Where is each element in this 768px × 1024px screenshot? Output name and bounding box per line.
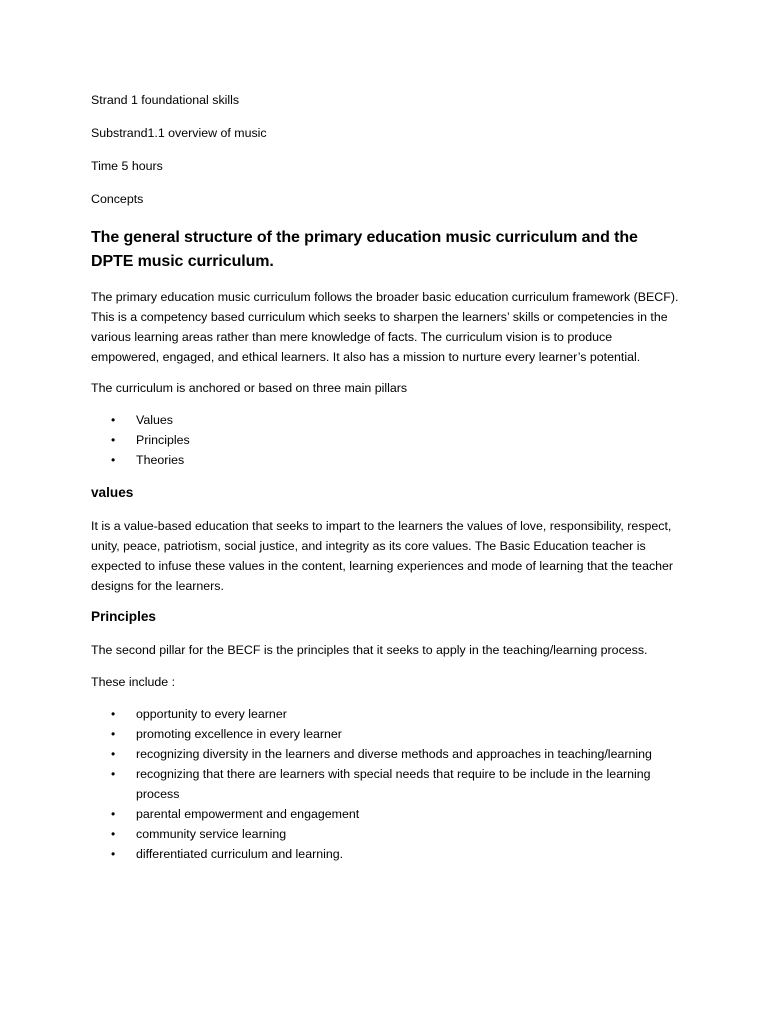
list-item: [91, 430, 680, 450]
bullet-icon: •: [111, 413, 116, 427]
list-item-text: community service learning: [136, 827, 287, 841]
list-item-text: Principles: [136, 433, 190, 447]
list-item-text: opportunity to every learner: [136, 707, 287, 721]
bullet-icon: •: [111, 747, 116, 761]
bullet-icon: •: [111, 807, 116, 821]
principles-list: [91, 704, 680, 864]
bullet-icon: •: [111, 433, 116, 447]
values-paragraph: It is a value-based education that seeks to impart to the learners the values of love, responsibility, respect, unity, peace, patriotism, social justice, and integrity as its core values. The Basic Education teacher is expected to infuse these values in the content, learning experiences and mode of learning that the teacher designs for the learners.: [91, 519, 674, 593]
bullet-icon: •: [111, 847, 116, 861]
pillars-list: [91, 410, 680, 470]
bullet-icon: •: [111, 453, 116, 467]
bullet-icon: •: [111, 827, 116, 841]
strand-line: Strand 1 foundational skills: [91, 93, 240, 107]
list-item-text: parental empowerment and engagement: [136, 807, 360, 821]
list-item: [91, 410, 680, 430]
substrand-line: Substrand1.1 overview of music: [91, 126, 267, 140]
bullet-icon: •: [111, 727, 116, 741]
list-item-text: differentiated curriculum and learning.: [136, 847, 344, 861]
values-heading: values: [91, 485, 134, 500]
list-item: [91, 844, 680, 864]
bullet-icon: •: [111, 767, 116, 781]
list-item: [91, 704, 680, 724]
list-item: [91, 764, 680, 804]
list-item: [91, 824, 680, 844]
list-item-text: Values: [136, 413, 173, 427]
list-item: [91, 804, 680, 824]
concepts-line: Concepts: [91, 192, 144, 206]
list-item: [91, 450, 680, 470]
bullet-icon: •: [111, 707, 116, 721]
pillars-intro: The curriculum is anchored or based on three main pillars: [91, 381, 408, 395]
list-item: [91, 744, 680, 764]
principles-heading: Principles: [91, 609, 156, 624]
main-heading: The general structure of the primary education music curriculum and the DPTE music curriculum.: [91, 229, 638, 270]
list-item-text: promoting excellence in every learner: [136, 727, 342, 741]
time-line: Time 5 hours: [91, 159, 163, 173]
list-item-text: recognizing that there are learners with special needs that require to be include in the learning process: [136, 767, 651, 801]
intro-paragraph: The primary education music curriculum follows the broader basic education curriculum framework (BECF). This is a competency based curriculum which seeks to sharpen the learners’ skills or competencies in the various learning areas rather than mere knowledge of facts. The curriculum vision is to produce empowered, engaged, and ethical learners. It also has a mission to nurture every learner’s potential.: [91, 290, 679, 364]
list-item-text: Theories: [136, 453, 185, 467]
principles-list-intro: These include :: [91, 675, 176, 689]
list-item-text: recognizing diversity in the learners and diverse methods and approaches in teaching/learning: [136, 747, 652, 761]
list-item: [91, 724, 680, 744]
principles-paragraph: The second pillar for the BECF is the principles that it seeks to apply in the teaching/learning process.: [91, 643, 648, 657]
